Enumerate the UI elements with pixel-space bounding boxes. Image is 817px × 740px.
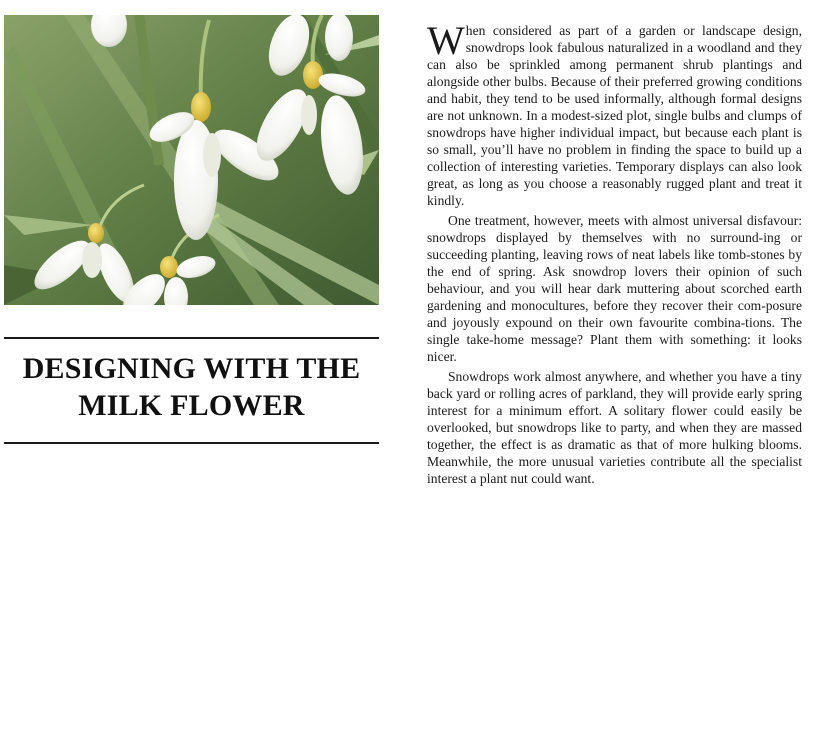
paragraph-2: One treatment, however, meets with almost universal disfavour: snowdrops displayed by themselves with no surround-ing or succeeding planting, leaving rows of neat labels like tomb-stones by the end of spring. Ask snowdrop lovers their opinion of such behaviour, and you will hear dark muttering about scorched earth gardening and monocultures, before they recover their com-posure and joyously expound on their own favourite combina-tions. The single take-home message? Plant them with something: it looks nicer. [427,213,802,364]
drop-cap: W [427,18,465,63]
article-body [427,18,802,490]
article-title [4,350,379,424]
paragraph-3: Snowdrops work almost anywhere, and whether you have a tiny back yard or rolling acres of parkland, they will provide early spring interest for a minimum effort. A solitary flower could easily be overlooked, but snowdrops like to party, and when they are massed together, the effect is as dramatic as that of more hulking blooms. Meanwhile, the more unusual varieties contribute all the specialist interest a plant nut could want. [427,369,802,486]
paragraph-1 [427,18,802,209]
title-line-2: MILK FLOWER [78,389,305,422]
paragraph-1-text: hen considered as part of a garden or landscape design, snowdrops look fabulous naturalized in a woodland and they can also be sprinkled among permanent shrub plantings and alongside other bulbs. Because of their preferred growing conditions and habit, they tend to be used informally, although formal designs are not unknown. In a modest-sized plot, single bulbs and clumps of snowdrops have higher individual impact, but because each plant is so small, you’ll have no problem in finding the space to build up a collection of interesting varieties. Temporary displays can also look great, as long as you choose a reasonably rugged plant and treat it kindly. [427,23,802,208]
title-line-1: DESIGNING WITH THE [22,352,361,385]
snowdrop-photo [4,15,379,305]
title-bottom-rule [4,442,379,444]
title-top-rule [4,337,379,339]
